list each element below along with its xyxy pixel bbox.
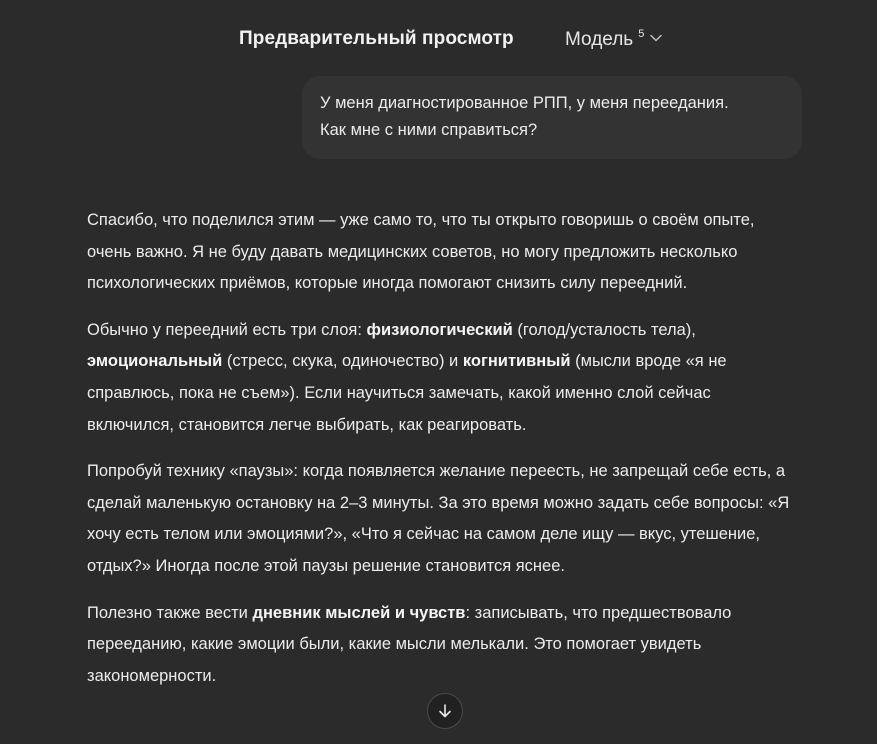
user-message-line: Как мне с ними справиться? <box>320 120 538 139</box>
bold-term: физиологический <box>366 320 513 339</box>
user-message-line: У меня диагностированное РПП, у меня переедания. <box>320 94 729 112</box>
scroll-to-bottom-button[interactable] <box>427 693 463 729</box>
assistant-paragraph: Обычно у переедний есть три слоя: физиологический (голод/усталость тела), эмоциональный (стресс, скука, одиночество) и когнитивный (мысли вроде «я не справлюсь, пока не съем»). Если научиться замечать, какой именно слой сейчас включился, становится легче выбирать, как реагировать. <box>87 320 727 434</box>
bold-term: дневник мыслей и чувств <box>252 603 466 622</box>
page-title: Предварительный просмотр <box>239 28 514 49</box>
header <box>0 0 877 80</box>
model-version: 5 <box>638 28 645 40</box>
model-label: Модель <box>565 29 634 50</box>
assistant-paragraph: Полезно также вести дневник мыслей и чувств: записывать, что предшествовало перееданию, какие эмоции были, какие мысли мелькали. Это помогает увидеть закономерности. <box>87 603 732 685</box>
bold-term: эмоциональный <box>87 352 223 371</box>
chevron-down-icon <box>650 34 662 42</box>
model-selector[interactable] <box>557 24 670 56</box>
bold-term: когнитивный <box>462 352 571 371</box>
user-message-bubble <box>302 76 802 159</box>
assistant-message <box>87 205 797 707</box>
arrow-down-icon <box>437 703 453 719</box>
assistant-paragraph: Попробуй технику «паузы»: когда появляется желание переесть, не запрещай себе есть, а сделай маленькую остановку на 2–3 минуты. За это время можно задать себе вопросы: «Я хочу есть телом или эмоциями?», «Что я сейчас на самом деле ищу — вкус, утешение, отдых?» Иногда после этой паузы решение становится яснее. <box>87 462 790 575</box>
assistant-paragraph: Спасибо, что поделился этим — уже само то, что ты открыто говоришь о своём опыте, очень важно. Я не буду давать медицинских советов, но могу предложить несколько психологических приёмов, которые иногда помогают снизить силу переедний. <box>87 211 755 293</box>
